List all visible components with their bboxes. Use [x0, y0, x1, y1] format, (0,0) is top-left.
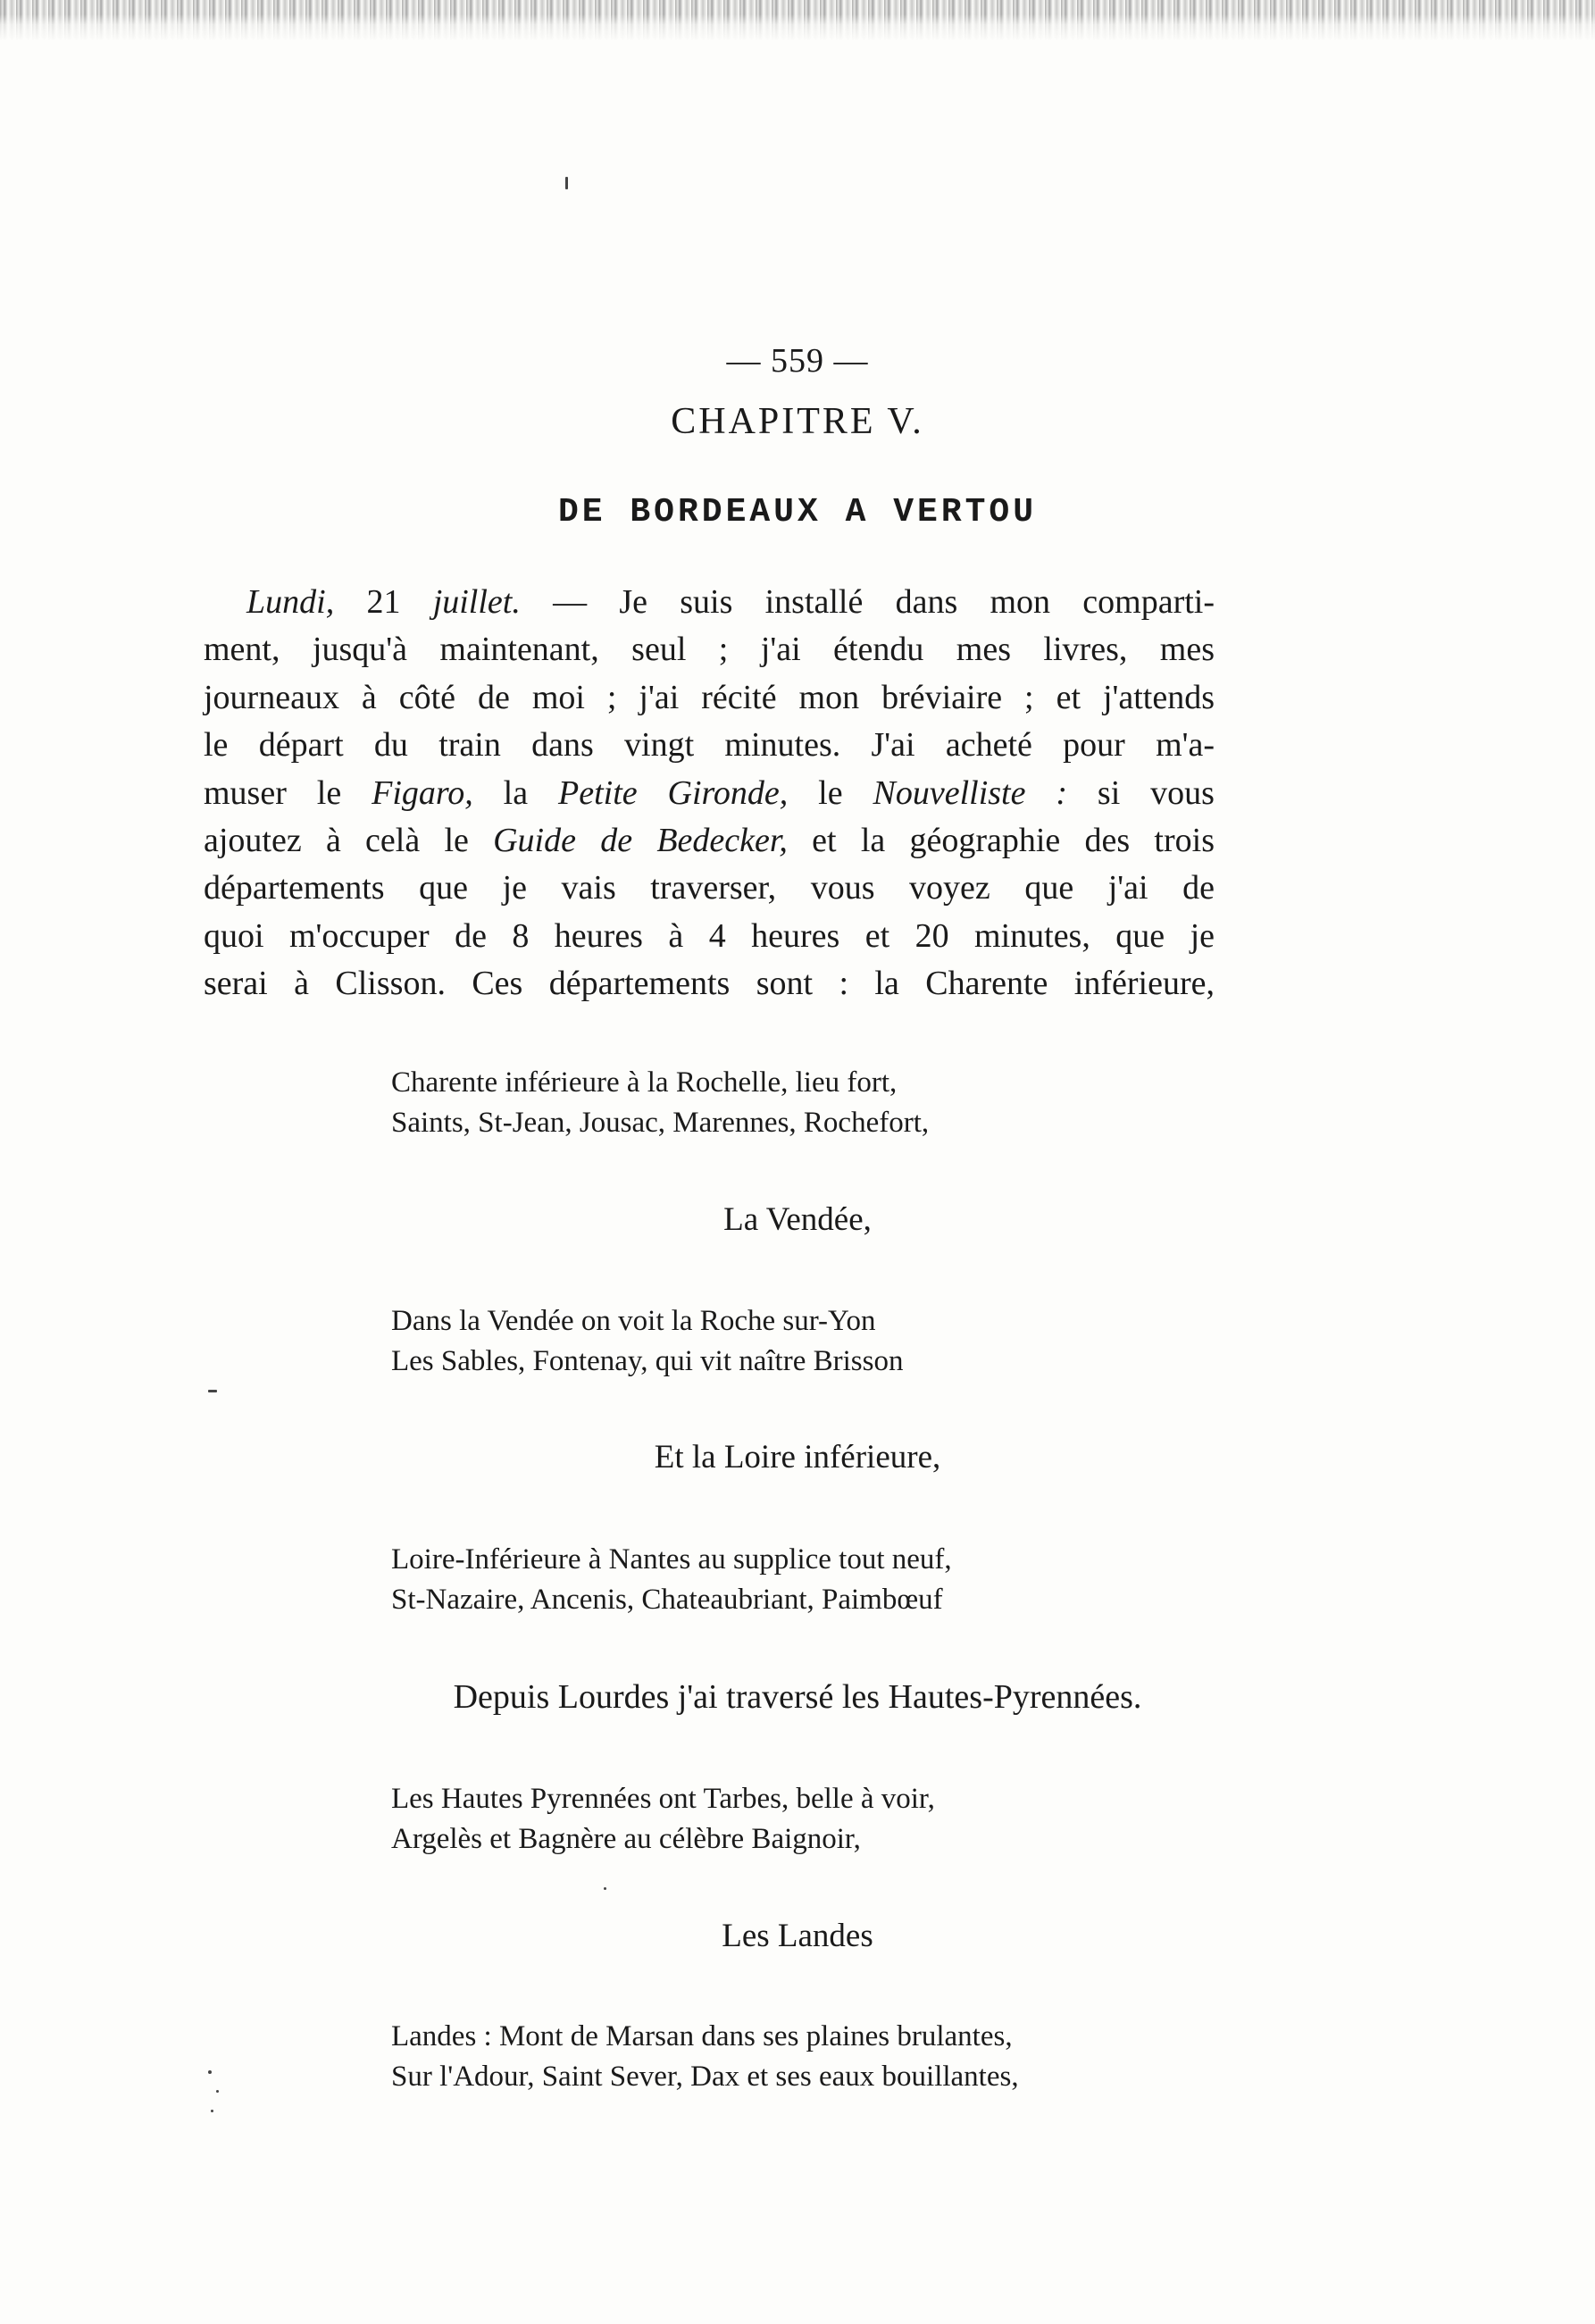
paragraph-line: muser le Figaro, la Petite Gironde, le Nouvelliste : si vous — [204, 773, 1215, 812]
page-number: — 559 — — [726, 342, 869, 380]
verse-landes — [391, 2017, 1019, 2097]
verse-line: Les Hautes Pyrennées ont Tarbes, belle à voir, — [391, 1783, 935, 1815]
verse-loire — [391, 1540, 952, 1620]
paragraph-line: le départ du train dans vingt minutes. J'ai acheté pour m'a- — [204, 726, 1215, 765]
paragraph-line: Lundi, 21 juillet. — Je suis installé dans mon comparti- — [246, 583, 1215, 621]
paragraph-line: quoi m'occuper de 8 heures à 4 heures et 20 minutes, que je — [204, 916, 1215, 955]
paragraph-line: journeaux à côté de moi ; j'ai récité mon bréviaire ; et j'attends — [204, 678, 1215, 716]
heading-loire: Et la Loire inférieure, — [654, 1439, 941, 1475]
prose-pyrenees: Depuis Lourdes j'ai traversé les Hautes-Pyrennées. — [453, 1678, 1142, 1716]
paragraph-line: ajoutez à celà le Guide de Bedecker, et la géographie des trois — [204, 822, 1215, 860]
heading-landes: Les Landes — [722, 1918, 873, 1954]
opening-paragraph — [204, 579, 1215, 1008]
paragraph-line: départements que je vais traverser, vous voyez que j'ai de — [204, 869, 1215, 907]
paragraph-line: serai à Clisson. Ces départements sont : la Charente inférieure, — [204, 965, 1215, 1003]
scan-speck — [208, 1390, 217, 1392]
scan-speck — [208, 2070, 212, 2074]
scan-speck — [565, 177, 568, 189]
verse-charente — [391, 1063, 929, 1143]
scan-speck — [216, 2090, 219, 2093]
verse-line: Saints, St-Jean, Jousac, Marennes, Rochefort, — [391, 1107, 930, 1139]
verse-line: Sur l'Adour, Saint Sever, Dax et ses eaux bouillantes, — [391, 2061, 1019, 2093]
verse-line: Argelès et Bagnère au célèbre Baignoir, — [391, 1823, 861, 1855]
chapter-heading: CHAPITRE V. — [671, 401, 924, 442]
scan-speck — [604, 1887, 606, 1890]
section-title: DE BORDEAUX A VERTOU — [557, 493, 1038, 531]
paragraph-line: ment, jusqu'à maintenant, seul ; j'ai étendu mes livres, mes — [204, 631, 1215, 669]
verse-line: Loire-Inférieure à Nantes au supplice tout neuf, — [391, 1543, 952, 1576]
scan-edge-noise — [0, 0, 1595, 41]
verse-line: Les Sables, Fontenay, qui vit naître Brisson — [391, 1345, 904, 1377]
verse-line: Charente inférieure à la Rochelle, lieu fort, — [391, 1066, 898, 1099]
heading-vendee: La Vendée, — [723, 1201, 872, 1238]
verse-vendee — [391, 1301, 903, 1382]
verse-line: Landes : Mont de Marsan dans ses plaines brulantes, — [391, 2020, 1013, 2052]
scan-speck — [211, 2110, 213, 2112]
verse-line: Dans la Vendée on voit la Roche sur-Yon — [391, 1305, 876, 1337]
verse-pyrenees — [391, 1779, 935, 1860]
verse-line: St-Nazaire, Ancenis, Chateaubriant, Paimbœuf — [391, 1584, 943, 1616]
